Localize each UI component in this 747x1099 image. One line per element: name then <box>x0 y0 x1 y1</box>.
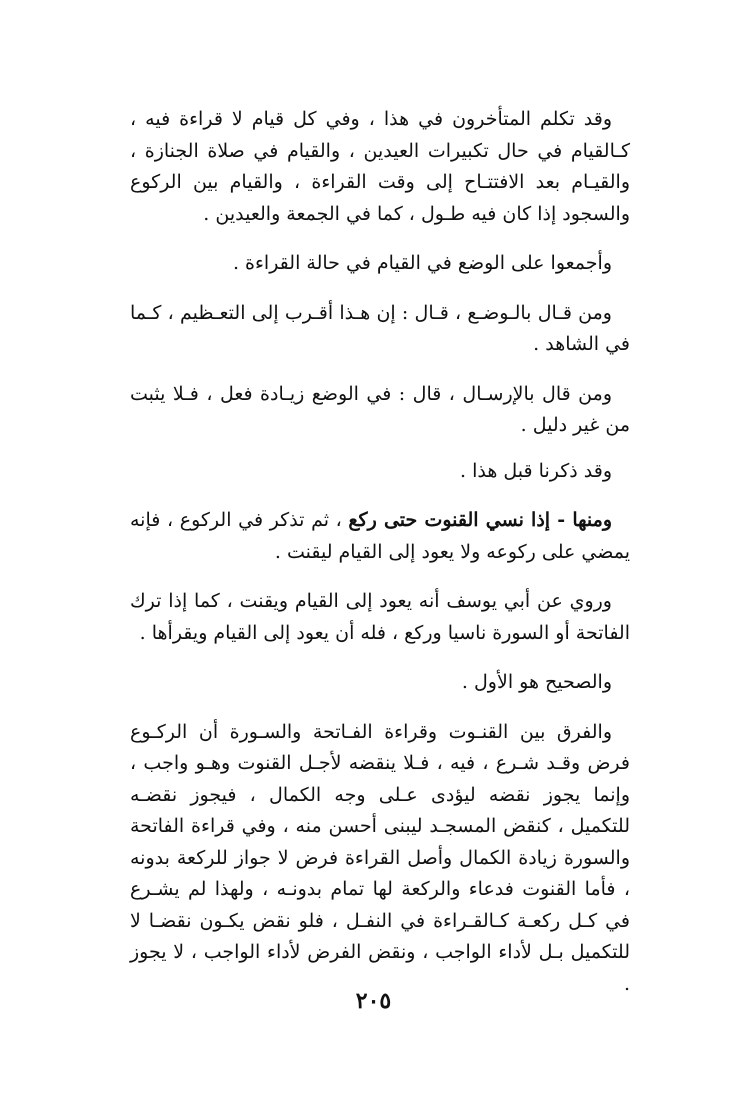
paragraph-5: وقد ذكرنا قبل هذا . <box>460 459 612 482</box>
paragraph-6 <box>130 505 630 568</box>
body-text <box>130 104 630 1000</box>
paragraph-1: وقد تكلم المتأخرون في هذا ، وفي كل قيام لا قراءة فيه ، كـالقيام في حال تكبيرات العيدين ، والقيام في صلاة الجنازة ، والقيـام بعد الافتتـاح إلى وقت القراءة ، والقيام بين الركوع والسجود إذا كان فيه طـول ، كما في الجمعة والعيدين . <box>130 108 630 225</box>
paragraph-6-bold-lead: ومنها - إذا نسي القنوت حتى ركع <box>348 509 613 531</box>
paragraph-9: والفرق بين القنـوت وقراءة الفـاتحة والسـورة أن الركـوع فرض وقـد شـرع ، فيه ، فـلا ينقضه لأجـل القنوت وهـو واجب ، وإنما يجوز نقضه ليؤدى عـلى وجه الكمال ، فيجوز نقضـه للتكميل ، كنقض المسجـد ليبنى أحسن منه ، وفي قراءة الفاتحة والسورة زيادة الكمال وأصل القراءة فرض لا جواز للركعة بدونه ، فأما القنوت فدعاء والركعة لها تمام بدونـه ، ولهذا لم يشـرع في كـل ركعـة كـالقـراءة في النفـل ، فلو نقض يكـون نقضـا لا للتكميل بـل لأداء الواجب ، ونقض الفرض لأداء الواجب ، لا يجوز . <box>130 720 630 995</box>
paragraph-7: وروي عن أبي يوسف أنه يعود إلى القيام ويقنت ، كما إذا ترك الفاتحة أو السورة ناسيا وركع ، فله أن يعود إلى القيام ويقرأها . <box>130 590 630 644</box>
paragraph-6-rest: ، ثم تذكر في الركوع ، فإنه يمضي على ركوعه ولا يعود إلى القيام ليقنت . <box>130 509 630 563</box>
page-number: ٢٠٥ <box>355 988 392 1014</box>
paragraph-3: ومن قـال بالـوضـع ، قـال : إن هـذا أقـرب إلى التعـظيم ، كـما في الشاهد . <box>130 301 630 355</box>
paragraph-4: ومن قال بالإرسـال ، قال : في الوضع زيـادة فعل ، فـلا يثبت من غير دليل . <box>130 382 630 436</box>
paragraph-8: والصحيح هو الأول . <box>461 671 612 693</box>
paragraph-2: وأجمعوا على الوضع في القيام في حالة القراءة . <box>232 252 612 274</box>
